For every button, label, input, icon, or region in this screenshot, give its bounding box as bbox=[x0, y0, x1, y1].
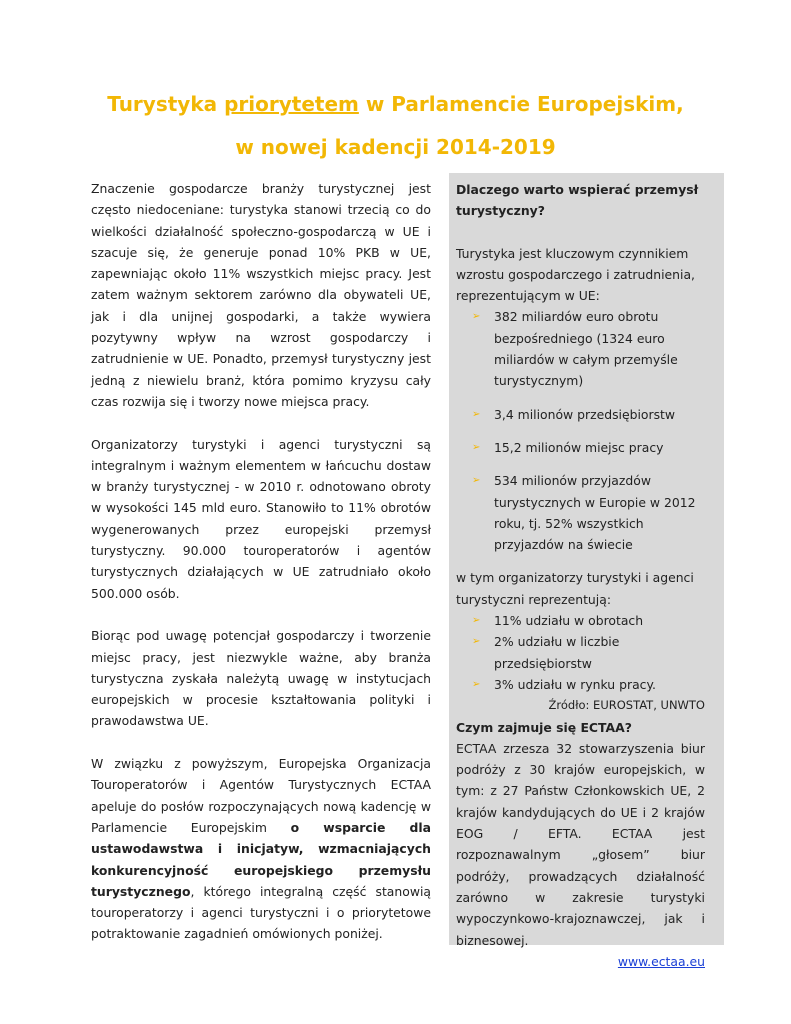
page-title-line-2: w nowej kadencji 2014-2019 bbox=[235, 135, 556, 159]
share-list bbox=[456, 610, 705, 695]
sidebar-intro: Turystyka jest kluczowym czynnikiem wzrostu gospodarczego i zatrudnienia, reprezentującym w UE: bbox=[456, 245, 695, 304]
list-item: ➢ 11% udziału w obrotach bbox=[494, 610, 705, 631]
stats-list bbox=[456, 306, 705, 555]
list-item: ➢ 2% udziału w liczbie przedsiębiorstw bbox=[494, 631, 705, 674]
title-text: w Parlamencie Europejskim, bbox=[358, 92, 684, 116]
sidebar-heading: Dlaczego warto wspierać przemysł turystyczny? bbox=[456, 182, 699, 219]
arrow-bullet-icon: ➢ bbox=[472, 636, 481, 648]
list-item: ➢ 3% udziału w rynku pracy. bbox=[494, 674, 705, 695]
source-note: Źródło: EUROSTAT, UNWTO bbox=[548, 698, 705, 713]
paragraph-2: Organizatorzy turystyki i agenci turystyczni są integralnym i ważnym elementem w łańcuchu dostaw w branży turystycznej - w 2010 r. odnotowano obroty w wysokości 145 mld euro. Stanowiło to 11% obrotów wygenerowanych przez europejski przemysł turystyczny. 90.000 touroperatorów i agentów turystycznych działających w UE zatrudniało około 500.000 osób. bbox=[91, 436, 431, 601]
sidebar-intro-2: w tym organizatorzy turystyki i agenci turystyczni reprezentują: bbox=[456, 570, 694, 607]
list-item: ➢ 382 miliardów euro obrotu bezpośredniego (1324 euro miliardów w całym przemyśle turystycznym) bbox=[494, 306, 705, 391]
list-item: ➢ 3,4 milionów przedsiębiorstw bbox=[494, 404, 705, 425]
title-text: Turystyka bbox=[107, 92, 225, 116]
ectaa-heading: Czym zajmuje się ECTAA? bbox=[456, 719, 632, 735]
main-text-column bbox=[91, 178, 431, 966]
paragraph-3: Biorąc pod uwagę potencjał gospodarczy i tworzenie miejsc pracy, jest niezwykle ważne, aby branża turystyczna zyskała należytą uwagę w instytucjach europejskich w procesie kształtowania polityki i prawodawstwa UE. bbox=[91, 628, 431, 729]
paragraph-4-text: W związku z powyższym, Europejska Organizacja Touroperatorów i Agentów Turystycznych ECTAA apeluje do posłów rozpoczynających nową kadencję w Parlamencie Europejskim bbox=[91, 756, 431, 835]
arrow-bullet-icon: ➢ bbox=[472, 408, 481, 420]
page-title-line-1 bbox=[0, 92, 791, 116]
list-item: ➢ 534 milionów przyjazdów turystycznych w Europie w 2012 roku, tj. 52% wszystkich przyjazdów na świecie bbox=[494, 470, 705, 555]
arrow-bullet-icon: ➢ bbox=[472, 475, 481, 487]
arrow-bullet-icon: ➢ bbox=[472, 615, 481, 627]
ectaa-description: ECTAA zrzesza 32 stowarzyszenia biur podróży z 30 krajów europejskich, w tym: z 27 Państw Członkowskich UE, 2 krajów kandydujących do UE i 2 krajów EOG / EFTA. ECTAA jest rozpoznawalnym „głosem” biur podróży, prowadzących działalność zarówno w zakresie turystyki wypoczynkowo-krajoznawczej, jak i biznesowej. bbox=[456, 740, 705, 948]
paragraph-1: Znaczenie gospodarcze branży turystycznej jest często niedoceniane: turystyka stanowi trzecią co do wielkości działalność społeczno-gospodarczą w UE i szacuje się, że generuje ponad 10% PKB w UE, zapewniając około 11% wszystkich miejsc pracy. Jest zatem ważnym sektorem zarówno dla obywateli UE, jak i dla unijnej gospodarki, a także wywiera pozytywny wpływ na wzrost gospodarczy i zatrudnienie w UE. Ponadto, przemysł turystyczny jest jedną z niewielu branż, która pomimo kryzysu cały czas rozwija się i tworzy nowe miejsca pracy. bbox=[91, 181, 431, 409]
arrow-bullet-icon: ➢ bbox=[472, 678, 481, 690]
sidebar-box bbox=[449, 173, 724, 969]
arrow-bullet-icon: ➢ bbox=[472, 441, 481, 453]
paragraph-4-text-end: , którego integralną część stanowią touroperatorzy i agenci turystyczni i o priorytetowe potraktowanie zagadnień omówionych poniżej. bbox=[91, 883, 431, 942]
paragraph-4 bbox=[91, 753, 431, 945]
ectaa-link[interactable]: www.ectaa.eu bbox=[617, 953, 705, 969]
list-item: ➢ 15,2 milionów miejsc pracy bbox=[494, 437, 705, 458]
arrow-bullet-icon: ➢ bbox=[472, 311, 481, 323]
title-underlined-word: priorytetem bbox=[224, 92, 359, 116]
paragraph-4-bold: o wsparcie dla ustawodawstwa i inicjatyw, wzmacniających konkurencyjność europejskiego przemysłu turystycznego bbox=[91, 819, 431, 899]
